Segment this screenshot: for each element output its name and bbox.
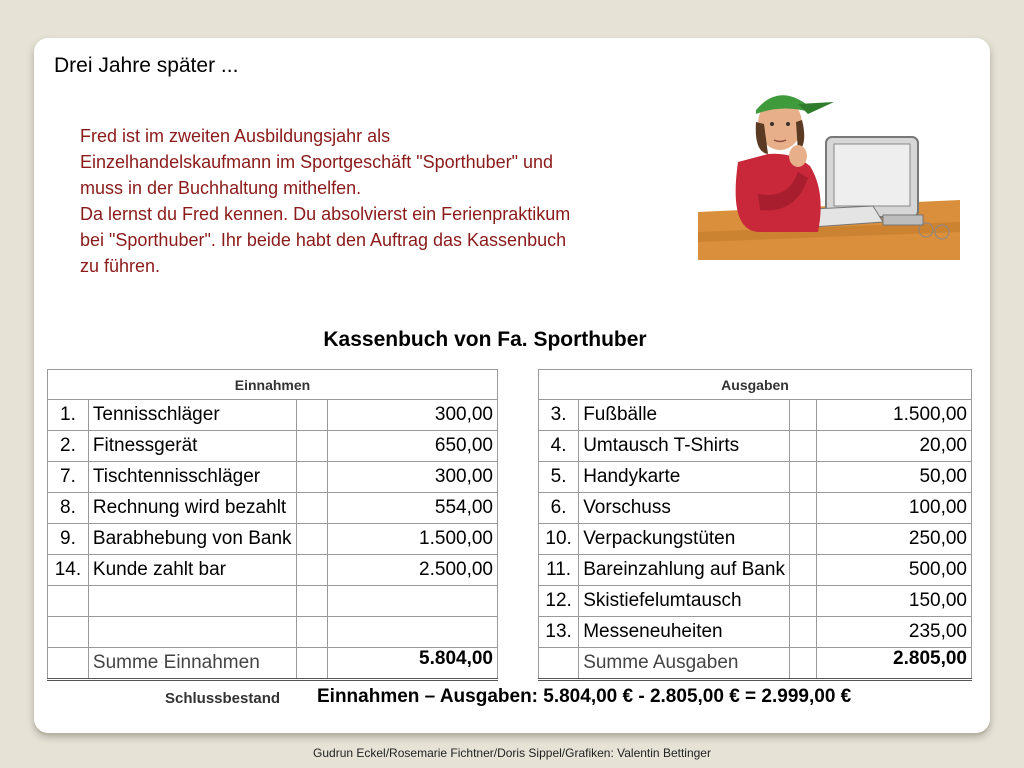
entry-text: Tennisschläger (88, 400, 296, 431)
empty-cell (296, 648, 328, 680)
entry-text: Barabhebung von Bank (88, 524, 296, 555)
entry-text: Vorschuss (579, 493, 790, 524)
entry-number: 12. (539, 586, 579, 617)
entry-number: 14. (48, 555, 89, 586)
empty-cell (296, 400, 328, 431)
table-row (48, 400, 498, 431)
entry-number: 13. (539, 617, 579, 648)
empty-cell (789, 648, 816, 680)
entry-text: Rechnung wird bezahlt (88, 493, 296, 524)
entry-text: Kunde zahlt bar (88, 555, 296, 586)
entry-number: 1. (48, 400, 89, 431)
einnahmen-header: Einnahmen (48, 370, 498, 400)
intro-line: Da lernst du Fred kennen. Du absolvierst ein Ferienpraktikum (80, 204, 571, 224)
sum-row (48, 648, 498, 680)
entry-text: Fußbälle (579, 400, 790, 431)
entry-text (88, 586, 296, 617)
table-row (48, 524, 498, 555)
table-row (48, 431, 498, 462)
entry-number: 7. (48, 462, 89, 493)
entry-text: Umtausch T-Shirts (579, 431, 790, 462)
ausgaben-panel (538, 369, 972, 685)
sum-label: Summe Einnahmen (88, 648, 296, 680)
entry-number: 4. (539, 431, 579, 462)
intro-line: Fred ist im zweiten Ausbildungsjahr als (80, 126, 391, 146)
table-row (539, 400, 972, 431)
table-row (48, 462, 498, 493)
entry-text: Fitnessgerät (88, 431, 296, 462)
table-row (48, 493, 498, 524)
einnahmen-panel (47, 369, 498, 685)
table-row (48, 617, 498, 648)
entry-amount: 150,00 (817, 586, 972, 617)
empty-cell (296, 555, 328, 586)
sum-row (539, 648, 972, 680)
fred-at-computer-illustration (698, 82, 960, 260)
entry-number: 9. (48, 524, 89, 555)
slide-title: Drei Jahre später ... (54, 54, 239, 77)
entry-number: 11. (539, 555, 579, 586)
entry-amount: 300,00 (328, 400, 498, 431)
entry-number (48, 617, 89, 648)
entry-text: Tischtennisschläger (88, 462, 296, 493)
schlussbestand-label: Schlussbestand (165, 690, 281, 707)
empty-cell (296, 462, 328, 493)
entry-text (88, 617, 296, 648)
entry-text: Skistiefelumtausch (579, 586, 790, 617)
kassenbuch-title: Kassenbuch von Fa. Sporthuber (323, 328, 647, 351)
entry-text: Bareinzahlung auf Bank (579, 555, 790, 586)
entry-text: Handykarte (579, 462, 790, 493)
table-row (539, 524, 972, 555)
sum-value: 5.804,00 (328, 648, 498, 680)
sum-label: Summe Ausgaben (579, 648, 790, 680)
sum-value: 2.805,00 (817, 648, 972, 680)
table-row (539, 493, 972, 524)
schlussbestand-calculation: Einnahmen – Ausgaben: 5.804,00 € - 2.805,00 € = 2.999,00 € (313, 686, 855, 708)
entry-number: 6. (539, 493, 579, 524)
table-row (539, 617, 972, 648)
empty-cell (789, 400, 816, 431)
intro-line: bei "Sporthuber". Ihr beide habt den Auftrag das Kassenbuch (80, 230, 567, 250)
intro-line: Einzelhandelskaufmann im Sportgeschäft "Sporthuber" und (80, 152, 554, 172)
entry-amount: 300,00 (328, 462, 498, 493)
entry-text: Verpackungstüten (579, 524, 790, 555)
entry-amount: 1.500,00 (328, 524, 498, 555)
entry-amount: 50,00 (817, 462, 972, 493)
empty-cell (789, 493, 816, 524)
entry-amount: 650,00 (328, 431, 498, 462)
table-row (48, 555, 498, 586)
intro-line: zu führen. (80, 256, 161, 276)
empty-cell (296, 493, 328, 524)
empty-cell (296, 617, 328, 648)
empty-cell (296, 586, 328, 617)
entry-amount: 1.500,00 (817, 400, 972, 431)
entry-number: 2. (48, 431, 89, 462)
intro-text (80, 123, 710, 279)
empty-cell (789, 586, 816, 617)
entry-number: 8. (48, 493, 89, 524)
entry-number (48, 586, 89, 617)
entry-number: 3. (539, 400, 579, 431)
table-row (539, 555, 972, 586)
ausgaben-table (538, 369, 972, 681)
entry-amount: 235,00 (817, 617, 972, 648)
entry-number: 5. (539, 462, 579, 493)
empty-cell (789, 431, 816, 462)
entry-amount: 100,00 (817, 493, 972, 524)
entry-amount: 554,00 (328, 493, 498, 524)
ausgaben-header: Ausgaben (539, 370, 972, 400)
empty-cell (296, 524, 328, 555)
intro-line: muss in der Buchhaltung mithelfen. (80, 178, 362, 198)
entry-amount (328, 586, 498, 617)
entry-amount (328, 617, 498, 648)
empty-cell (789, 555, 816, 586)
empty-cell (48, 648, 89, 680)
entry-text: Messeneuheiten (579, 617, 790, 648)
entry-amount: 500,00 (817, 555, 972, 586)
empty-cell (789, 617, 816, 648)
entry-amount: 20,00 (817, 431, 972, 462)
table-row (539, 431, 972, 462)
empty-cell (539, 648, 579, 680)
empty-cell (789, 524, 816, 555)
table-row (539, 462, 972, 493)
einnahmen-table (47, 369, 498, 681)
credits-footer: Gudrun Eckel/Rosemarie Fichtner/Doris Sippel/Grafiken: Valentin Bettinger (313, 746, 711, 760)
empty-cell (296, 431, 328, 462)
table-row (539, 586, 972, 617)
empty-cell (789, 462, 816, 493)
table-row (48, 586, 498, 617)
entry-number: 10. (539, 524, 579, 555)
entry-amount: 250,00 (817, 524, 972, 555)
entry-amount: 2.500,00 (328, 555, 498, 586)
